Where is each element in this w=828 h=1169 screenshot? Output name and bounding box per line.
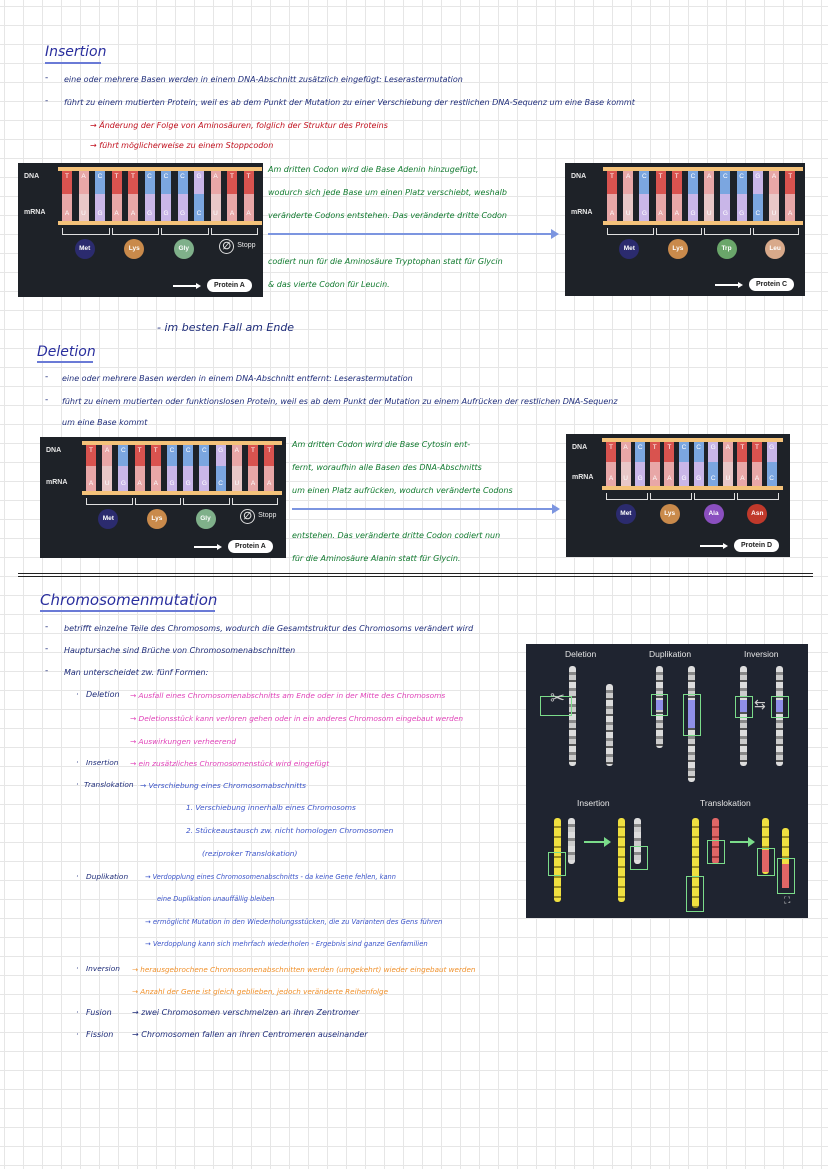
dna-base-letter: A: [81, 173, 86, 180]
mrna-base-letter: A: [754, 475, 760, 482]
fusion-label: Fusion: [86, 1008, 112, 1017]
codon-brace: [86, 498, 133, 505]
insertion-green-4: codiert nun für die Aminosäure Tryptophan statt für Glycin: [268, 257, 503, 266]
dna-panel-protein-a: [18, 163, 263, 297]
mrna-base-letter: U: [81, 210, 86, 217]
mrna-base-letter: G: [637, 475, 643, 482]
inversion-point-2: → Anzahl der Gene ist gleich geblieben, jedoch veränderte Reihenfolge: [132, 987, 389, 996]
protein-arrow-line: [700, 545, 724, 547]
dna-base-letter: G: [196, 173, 202, 180]
dot: ·: [76, 1008, 79, 1017]
stop-icon: ∅: [240, 509, 255, 524]
protein-label: Protein A: [228, 540, 273, 553]
dna-base-letter: T: [251, 447, 255, 454]
mrna-base-letter: C: [196, 210, 202, 217]
bullet-dash: -: [45, 622, 49, 632]
dot: ·: [76, 872, 79, 881]
chromosome-mutation-panel: [526, 644, 808, 918]
translokation-source-box: [686, 876, 704, 912]
dna-base-letter: C: [185, 447, 191, 454]
codon-brace: [607, 228, 654, 235]
mrna-base-bar: [708, 462, 718, 486]
fission-point-1: → Chromosomen fallen an ihren Centromeren auseinander: [132, 1030, 368, 1039]
mrna-base-bar: [264, 466, 274, 491]
insertion-arrow-line: [268, 233, 553, 235]
mrna-base-bar: [694, 462, 704, 486]
mrna-base-letter: A: [608, 475, 614, 482]
dna-base-letter: T: [230, 173, 234, 180]
inversion-label: Inversion: [86, 964, 120, 973]
bullet-dash: -: [45, 644, 49, 654]
dna-base-letter: A: [626, 173, 631, 180]
deletion-heading-underline: [37, 361, 93, 363]
mrna-base-bar: [248, 466, 258, 491]
best-case-note: - im besten Fall am Ende: [157, 321, 295, 334]
mrna-base-letter: A: [137, 480, 142, 487]
amino-acid-met: Met: [616, 504, 636, 524]
insertion-red-1: → Änderung der Folge von Aminosäuren, folglich der Struktur des Proteins: [90, 121, 388, 130]
duplikation-point-2: eine Duplikation unauffällig bleiben: [157, 895, 275, 903]
dna-base-letter: T: [153, 447, 158, 454]
duplikation-segment: [656, 700, 663, 710]
amino-acid-label-stopp: Stopp: [237, 242, 256, 249]
codon-brace: [650, 493, 692, 500]
bullet-dash: -: [45, 666, 49, 676]
bullet-dash: -: [45, 395, 49, 405]
mrna-base-bar: [679, 462, 689, 486]
mrna-base-letter: C: [710, 475, 716, 482]
insertion-green-5: & das vierte Codon für Leucin.: [268, 280, 390, 289]
dna-base-letter: T: [755, 444, 759, 451]
deletion-arrow-line: [292, 508, 554, 510]
insertion-line-1: eine oder mehrere Basen werden in einem DNA-Abschnitt zusätzlich eingefügt: Leserastermutation: [64, 75, 463, 84]
stop-icon: ∅: [219, 239, 234, 254]
mrna-base-bar: [723, 462, 733, 486]
dna-base-letter: T: [89, 447, 93, 454]
insertion-heading-underline: [45, 62, 101, 64]
mrna-base-bar: [752, 462, 762, 486]
translokation-red-box: [707, 840, 725, 864]
mrna-base-letter: A: [246, 210, 251, 217]
dna-base-letter: T: [788, 173, 793, 180]
dna-panel-protein-a-deletion: [40, 437, 286, 558]
codon-brace: [62, 228, 110, 235]
insertion-label: Insertion: [86, 758, 119, 767]
mrna-base-bar: [650, 462, 660, 486]
mrna-base-letter: A: [153, 480, 158, 487]
section-divider: [18, 573, 813, 574]
insertion-heading: Insertion: [45, 44, 107, 60]
protein-arrow-head: [723, 543, 728, 549]
codon-brace: [112, 228, 160, 235]
mrna-base-bar: [606, 462, 616, 486]
translokation-point-2: 1. Verschiebung innerhalb eines Chromosoms: [186, 803, 356, 812]
mrna-base-letter: A: [267, 480, 272, 487]
dot: ·: [76, 1030, 79, 1039]
codon-brace: [183, 498, 230, 505]
mrna-base-letter: G: [201, 480, 207, 487]
mrna-base-letter: U: [771, 210, 777, 217]
mrna-base-bar: [118, 466, 128, 491]
mrna-base-letter: C: [769, 475, 774, 482]
dna-base-letter: C: [121, 447, 126, 454]
deletion-green-4: entstehen. Das veränderte dritte Codon codiert nun: [292, 531, 501, 540]
deletion-point-2: → Deletionsstück kann verloren gehen oder in ein anderes Chromosom eingebaut werden: [130, 714, 464, 723]
dot: ·: [76, 690, 79, 699]
chromosome-line-2: Hauptursache sind Brüche von Chromosomenabschnitten: [64, 646, 296, 655]
dna-base-letter: A: [623, 444, 628, 451]
mrna-base-letter: G: [681, 475, 687, 482]
inversion-segment-result: [776, 700, 783, 712]
amino-acid-lys: Lys: [660, 504, 680, 524]
mrna-base-letter: A: [667, 475, 672, 482]
codon-brace: [737, 493, 779, 500]
dna-base-letter: T: [610, 173, 614, 180]
mrna-base-bar: [232, 466, 242, 491]
protein-arrow-line: [173, 285, 197, 287]
dot: ·: [76, 780, 79, 789]
mrna-base-bar: [635, 462, 645, 486]
mrna-base-letter: A: [64, 210, 70, 217]
protein-arrow-head: [738, 282, 743, 288]
duplikation-point-1: → Verdopplung eines Chromosomenabschnitts - da keine Gene fehlen, kann: [145, 873, 396, 881]
mrna-base-bar: [183, 466, 193, 491]
deletion-green-5: für die Aminosäure Alanin statt für Glycin.: [292, 554, 461, 563]
amino-acid-lys: Lys: [124, 239, 144, 259]
deletion-line-1: eine oder mehrere Basen werden in einem DNA-Abschnitt entfernt: Leserastermutation: [62, 374, 413, 383]
mrna-base-bar: [737, 462, 747, 486]
mrna-base-bar: [167, 466, 177, 491]
dot: ·: [76, 758, 79, 767]
inversion-segment: [740, 700, 747, 712]
amino-acid-ala: Ala: [704, 504, 724, 524]
dna-base-letter: A: [213, 173, 218, 180]
translokation-arrow-line: [730, 841, 750, 843]
mrna-base-letter: U: [213, 210, 218, 217]
translokation-point-4: (reziproker Translokation): [202, 849, 298, 858]
dna-base-letter: C: [690, 173, 696, 180]
deletion-point-1: → Ausfall eines Chromosomenabschnitts am Ende oder in der Mitte des Chromosoms: [130, 691, 446, 700]
insertion-red-2: → führt möglicherweise zu einem Stoppcodon: [90, 141, 274, 150]
dna-label: DNA: [24, 173, 40, 180]
dna-base-letter: G: [769, 444, 775, 451]
dna-base-letter: T: [740, 444, 745, 451]
dna-label: DNA: [46, 447, 62, 454]
deletion-point-3: → Auswirkungen verheerend: [130, 737, 236, 746]
dna-base-letter: C: [97, 173, 103, 180]
panel-title-deletion: Deletion: [565, 649, 597, 659]
chromosome-heading-underline: [40, 610, 215, 612]
mrna-base-letter: G: [120, 480, 126, 487]
chromosome-heading: Chromosomenmutation: [40, 591, 218, 609]
mrna-base-letter: G: [163, 210, 169, 217]
protein-arrow-head: [217, 544, 222, 550]
fusion-point-1: → zwei Chromosomen verschmelzen an ihren Zentromer: [132, 1008, 360, 1017]
dna-base-letter: T: [65, 173, 69, 180]
codon-brace: [161, 228, 209, 235]
dna-base-letter: A: [234, 447, 239, 454]
dna-base-letter: A: [725, 444, 730, 451]
deletion-green-2: fernt, woraufhin alle Basen des DNA-Abschnitts: [292, 463, 482, 472]
insertion-line-2: führt zu einem mutierten Protein, weil es ab dem Punkt der Mutation zu einer Verschiebung der restlichen DNA-Sequenz um eine Base kommt: [64, 98, 635, 107]
mrna-base-letter: U: [104, 480, 110, 487]
amino-acid-met: Met: [619, 239, 639, 259]
chromosome-insertion-result-yellow: [618, 818, 625, 902]
protein-label: Protein C: [749, 278, 794, 291]
dna-base-letter: T: [658, 173, 663, 180]
deletion-label: Deletion: [86, 690, 120, 699]
codon-brace: [135, 498, 182, 505]
mrna-base-letter: G: [722, 210, 728, 217]
dna-base-letter: G: [218, 447, 224, 454]
swap-icon: ⇆: [754, 697, 766, 713]
mrna-base-letter: A: [114, 210, 119, 217]
amino-acid-lys: Lys: [147, 509, 167, 529]
dna-base-letter: T: [652, 444, 657, 451]
fission-label: Fission: [86, 1030, 114, 1039]
mrna-base-bar: [199, 466, 209, 491]
chromosome-line-3: Man unterscheidet zw. fünf Formen:: [64, 668, 209, 677]
dna-base-letter: C: [696, 444, 701, 451]
amino-acid-met: Met: [75, 239, 95, 259]
mrna-base-letter: A: [658, 210, 663, 217]
dna-base-letter: T: [674, 173, 679, 180]
translokation-point-1: → Verschiebung eines Chromosomabschnitts: [140, 781, 306, 790]
amino-acid-trp: Trp: [717, 239, 737, 259]
codon-brace: [753, 228, 800, 235]
mrna-base-letter: A: [674, 210, 679, 217]
dna-base-letter: A: [105, 447, 110, 454]
mrna-base-bar: [86, 466, 96, 491]
insertion-source-box: [548, 852, 566, 876]
dna-base-letter: C: [723, 173, 728, 180]
codon-brace: [606, 493, 648, 500]
dna-label: DNA: [571, 173, 587, 180]
chromosome-deletion-original: [569, 666, 576, 766]
mrna-base-letter: G: [641, 210, 647, 217]
amino-acid-gly: Gly: [196, 509, 216, 529]
dna-base-letter: G: [710, 444, 716, 451]
translokation-result-box-2: [777, 858, 795, 894]
deletion-line-2: führt zu einem mutierten oder funktionslosen Protein, weil es ab dem Punkt der Mutation zu einem Aufrücken der restlichen DNA-Sequenz: [62, 397, 618, 406]
mrna-base-letter: G: [169, 480, 175, 487]
dna-base-letter: C: [147, 173, 152, 180]
protein-arrow-head: [196, 283, 201, 289]
mrna-base-letter: A: [229, 210, 235, 217]
mrna-base-letter: G: [696, 475, 702, 482]
mrna-base-letter: U: [623, 475, 628, 482]
duplikation-segment-doubled: [688, 700, 695, 728]
insertion-result-box: [630, 846, 648, 870]
amino-acid-asn: Asn: [747, 504, 767, 524]
mrna-strand-bottom: [603, 221, 803, 225]
deletion-green-3: um einen Platz aufrücken, wodurch veränderte Codons: [292, 486, 513, 495]
mrna-base-bar: [664, 462, 674, 486]
duplikation-label: Duplikation: [86, 872, 129, 881]
mrna-base-letter: G: [179, 210, 186, 217]
mrna-base-letter: A: [250, 480, 256, 487]
dna-base-letter: T: [114, 173, 119, 180]
dna-base-letter: C: [163, 173, 169, 180]
mrna-base-bar: [151, 466, 161, 491]
protein-label: Protein D: [734, 539, 779, 552]
panel-title-inversion: Inversion: [744, 649, 779, 659]
deletion-green-1: Am dritten Codon wird die Base Cytosin ent-: [292, 440, 471, 449]
dna-base-letter: T: [131, 173, 135, 180]
dna-panel-protein-c: [565, 163, 805, 296]
mrna-base-letter: C: [755, 210, 761, 217]
dna-base-letter: C: [739, 173, 744, 180]
mrna-base-letter: C: [218, 480, 223, 487]
duplikation-point-3: → ermöglicht Mutation in den Wiederholungsstücken, die zu Varianten des Gens führen: [145, 918, 443, 926]
dna-base-letter: C: [681, 444, 687, 451]
amino-acid-gly: Gly: [174, 239, 194, 259]
chromosome-line-1: betrifft einzelne Teile des Chromosoms, wodurch die Gesamtstruktur des Chromosoms verändert wird: [64, 624, 474, 633]
amino-acid-lys: Lys: [668, 239, 688, 259]
dna-base-letter: T: [137, 447, 142, 454]
dna-base-letter: C: [642, 173, 647, 180]
mrna-label: mRNA: [46, 479, 68, 486]
codon-brace: [694, 493, 736, 500]
insertion-arrow-head: [604, 837, 611, 847]
section-divider: [18, 576, 813, 577]
amino-acid-label-stopp: Stopp: [258, 512, 277, 519]
dna-base-letter: A: [771, 173, 777, 180]
inversion-point-1: → herausgebrochene Chromosomenabschnitten werden (umgekehrt) wieder eingebaut werden: [132, 965, 476, 974]
mrna-base-letter: A: [788, 210, 793, 217]
mrna-base-bar: [621, 462, 631, 486]
dna-base-letter: C: [637, 444, 643, 451]
mrna-base-letter: A: [740, 475, 745, 482]
mrna-base-letter: G: [185, 480, 191, 487]
bullet-dash: -: [45, 96, 49, 106]
mrna-base-letter: G: [97, 210, 103, 217]
dna-base-letter: T: [267, 447, 272, 454]
deletion-heading: Deletion: [37, 344, 96, 360]
insertion-green-2: wodurch sich jede Base um einen Platz verschiebt, weshalb: [268, 188, 507, 197]
translokation-arrow-head: [748, 837, 755, 847]
insertion-green-3: veränderte Codons entstehen. Das veränderte dritte Codon: [268, 211, 507, 220]
chromosome-insertion-grey: [568, 818, 575, 864]
mrna-base-bar: [102, 466, 112, 491]
dna-base-letter: G: [755, 173, 761, 180]
expand-icon[interactable]: ⛶: [784, 896, 791, 906]
dna-base-letter: A: [707, 173, 712, 180]
insertion-green-1: Am dritten Codon wird die Base Adenin hinzugefügt,: [268, 165, 479, 174]
mrna-strand-bottom: [58, 221, 262, 225]
mrna-label: mRNA: [572, 474, 594, 481]
mrna-base-letter: A: [652, 475, 657, 482]
protein-arrow-line: [715, 284, 739, 286]
codon-brace: [211, 228, 259, 235]
insertion-point-1: → ein zusätzliches Chromosomenstück wird eingefügt: [130, 759, 330, 768]
mrna-label: mRNA: [571, 209, 593, 216]
panel-title-duplikation: Duplikation: [649, 649, 692, 659]
mrna-base-letter: U: [706, 210, 712, 217]
mrna-base-letter: G: [146, 210, 153, 217]
panel-title-insertion: Insertion: [577, 798, 610, 808]
mrna-base-letter: G: [690, 210, 696, 217]
amino-acid-leu: Leu: [765, 239, 785, 259]
chromosome-deletion-result: [606, 684, 613, 766]
mrna-base-bar: [767, 462, 777, 486]
mrna-base-letter: U: [625, 210, 631, 217]
codon-brace: [232, 498, 279, 505]
dna-base-letter: T: [609, 444, 613, 451]
dna-base-letter: C: [180, 173, 185, 180]
bullet-dash: -: [45, 372, 49, 382]
dna-label: DNA: [572, 444, 588, 451]
amino-acid-met: Met: [98, 509, 118, 529]
panel-title-translokation: Translokation: [700, 798, 751, 808]
deletion-arrow-head: [552, 504, 560, 514]
dna-base-letter: C: [169, 447, 175, 454]
mrna-base-bar: [135, 466, 145, 491]
codon-brace: [704, 228, 751, 235]
translokation-point-3: 2. Stückeaustausch zw. nicht homologen Chromosomen: [186, 826, 394, 835]
mrna-base-letter: A: [609, 210, 615, 217]
dna-base-letter: C: [202, 447, 207, 454]
dot: ·: [76, 964, 79, 973]
duplikation-point-4: → Verdopplung kann sich mehrfach wiederholen - Ergebnis sind ganze Genfamilien: [145, 940, 428, 948]
mrna-strand-bottom: [82, 491, 282, 495]
dna-panel-protein-d: [566, 434, 790, 557]
mrna-label: mRNA: [24, 209, 46, 216]
insertion-arrow-head: [551, 229, 559, 239]
scissors-icon: ✂: [550, 688, 566, 709]
codon-brace: [656, 228, 703, 235]
insertion-arrow-line: [584, 841, 606, 843]
mrna-base-letter: G: [739, 210, 745, 217]
protein-label: Protein A: [207, 279, 252, 292]
mrna-base-bar: [216, 466, 226, 491]
mrna-base-letter: U: [725, 475, 731, 482]
bullet-dash: -: [45, 73, 49, 83]
mrna-base-letter: U: [234, 480, 240, 487]
mrna-base-letter: A: [88, 480, 94, 487]
dna-base-letter: T: [246, 173, 251, 180]
mrna-base-letter: A: [130, 210, 136, 217]
translokation-label: Translokation: [84, 780, 134, 789]
mrna-strand-bottom: [602, 486, 783, 490]
dna-base-letter: T: [667, 444, 672, 451]
protein-arrow-line: [194, 546, 218, 548]
deletion-line-3: um eine Base kommt: [62, 418, 148, 427]
translokation-result-box-1: [757, 848, 775, 876]
